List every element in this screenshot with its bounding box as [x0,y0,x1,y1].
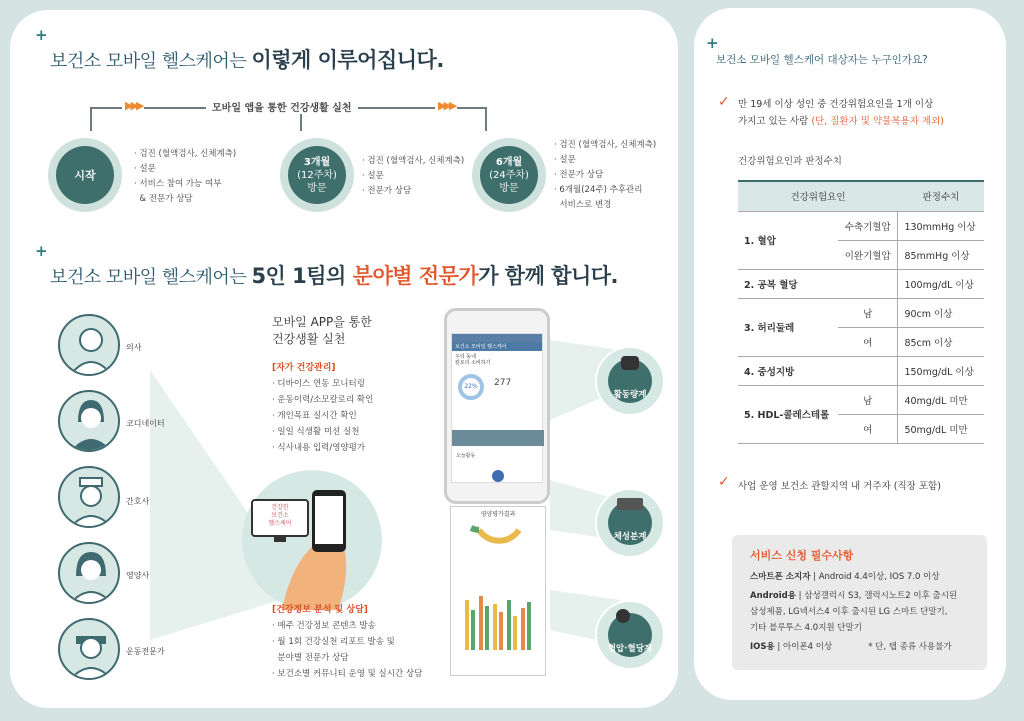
plus-icon: + [35,242,48,260]
step-start-badge: 시작 [56,146,114,204]
kcal-value: 277 [494,378,512,388]
table-row: 1. 혈압 수축기혈압 130mmHg 이상 [738,211,984,240]
step-6month-badge: 6개월 (24주차) 방문 [480,146,538,204]
role-nurse: 간호사 [126,497,150,506]
plus-icon: + [35,26,48,44]
table-row: 여 50mg/dL 미만 [738,414,984,443]
blood-pressure-ring [595,600,665,670]
doctor-avatar [58,314,120,376]
nurse-avatar [58,466,120,528]
activity-tracker-ring [595,346,665,416]
criterion-1: 만 19세 이상 성인 중 건강위험요인을 1개 이상 가지고 있는 사람 (단, 질환자 및 약물복용자 제외) [738,99,944,127]
section2-title: 보건소 모바일 헬스케어는 5인 1팀의 분야별 전문가가 함께 합니다. [50,264,619,288]
analysis-list: [건강정보 분석 및 상담] · 매주 건강정보 콘텐츠 발송 · 월 1회 건강실천 리포트 발송 및 분야별 전문가 상담 · 보건소별 커뮤니티 운영 및 실시간 상담 [272,605,423,679]
trainer-avatar [58,618,120,680]
req-title: 서비스 신청 필수사항 [750,549,854,562]
step-6month-items: · 검진 (혈액검사, 신체계측) · 설문 · 전문가 상담 · 6개월(24주) 추후관리 서비스로 변경 [554,140,657,210]
step-3month-items: · 검진 (혈액검사, 신체계측) · 설문 · 전문가 상담 [362,156,465,196]
nutritionist-avatar [58,542,120,604]
device-activity: 활동량계 [613,390,647,400]
app-heading: 모바일 APP을 통한 건강생활 실천 [272,315,372,346]
body-composition-ring [595,488,665,558]
table-row: 5. HDL-콜레스테롤 남 40mg/dL 미만 [738,385,984,414]
today-activity: 오늘활동 [456,453,476,459]
table-row: 2. 공복 혈당 100mg/dL 이상 [738,269,984,298]
hand-phone-illustration [242,470,382,610]
table-row: 3. 허리둘레 남 90cm 이상 [738,298,984,327]
step-start-items: · 검진 (혈액검사, 신체계측) · 설문 · 서비스 참여 가능 여부 & 전문가 상담 [134,149,237,204]
table-row: 여 85cm 이상 [738,327,984,356]
role-doctor: 의사 [126,343,142,352]
requirements-box [732,535,987,670]
right-panel [694,8,1006,700]
header-factor: 건강위험요인 [738,181,898,211]
arrows-icon: ▶▶▶ [122,99,144,112]
arrows-icon: ▶▶▶ [435,99,457,112]
tablet-screen-text: 건강한 보건소 헬스케어 [268,504,292,527]
self-management-list: [자가 건강관리] · 디바이스 연동 모니터링 · 운동이력/소모칼로리 확인 · 개인목표 실시간 확인 · 일일 식생활 미션 실천 · 식사내용 입력/영양평가 [272,363,374,453]
app-name: 보건소 모바일 헬스케어 [452,342,542,351]
phone-mockup [444,308,550,504]
risk-criteria-table [738,180,984,444]
left-panel [10,10,678,708]
add-button[interactable] [492,470,504,482]
timeline-label: 모바일 앱을 통한 건강생활 실천 [206,99,358,114]
coordinator-avatar [58,390,120,452]
right-title: 보건소 모바일 헬스케어 대상자는 누구인가요? [716,54,928,66]
step-3month-badge: 3개월 (12주차) 방문 [288,146,346,204]
section1-title: 보건소 모바일 헬스케어는 이렇게 이루어집니다. [50,48,444,72]
device-body-composition: 체성분계 [613,532,647,542]
check-icon: ✓ [718,474,730,490]
table-row: 4. 중성지방 150mg/dL 이상 [738,356,984,385]
criterion-2: 사업 운영 보건소 관할지역 내 거주자 (직장 포함) [738,481,941,492]
device-blood-pressure: 혈압·혈당계 [607,644,653,654]
role-nutritionist: 영양사 [126,571,150,580]
plus-icon: + [706,34,719,52]
table-row: 이완기혈압 85mmHg 이상 [738,240,984,269]
header-value: 판정수치 [898,181,984,211]
check-icon: ✓ [718,94,730,110]
role-coordinator: 코디네이터 [126,419,165,428]
app-card-title: 우리 동네 칼로리 소비하기 [455,354,491,366]
table-title: 건강위험요인과 판정수치 [738,156,842,167]
req-body: 스마트폰 소지자 | Android 4.4이상, IOS 7.0 이상 Android용 | 삼성갤럭시 S3, 갤럭시노트2 이후 출시된 삼성제품, LG넥서스4 이후 출시된 LG 스마트 단말기, 기타 블루투스 4.0지원 단말기 IOS용 | 아이폰4 이상 * 단, 탭 종류 사용불가 [750,572,958,652]
progress-ring: 22% [458,374,484,400]
role-trainer: 운동전문가 [126,647,165,656]
nutrition-screen: 영양평가결과 [450,506,546,676]
